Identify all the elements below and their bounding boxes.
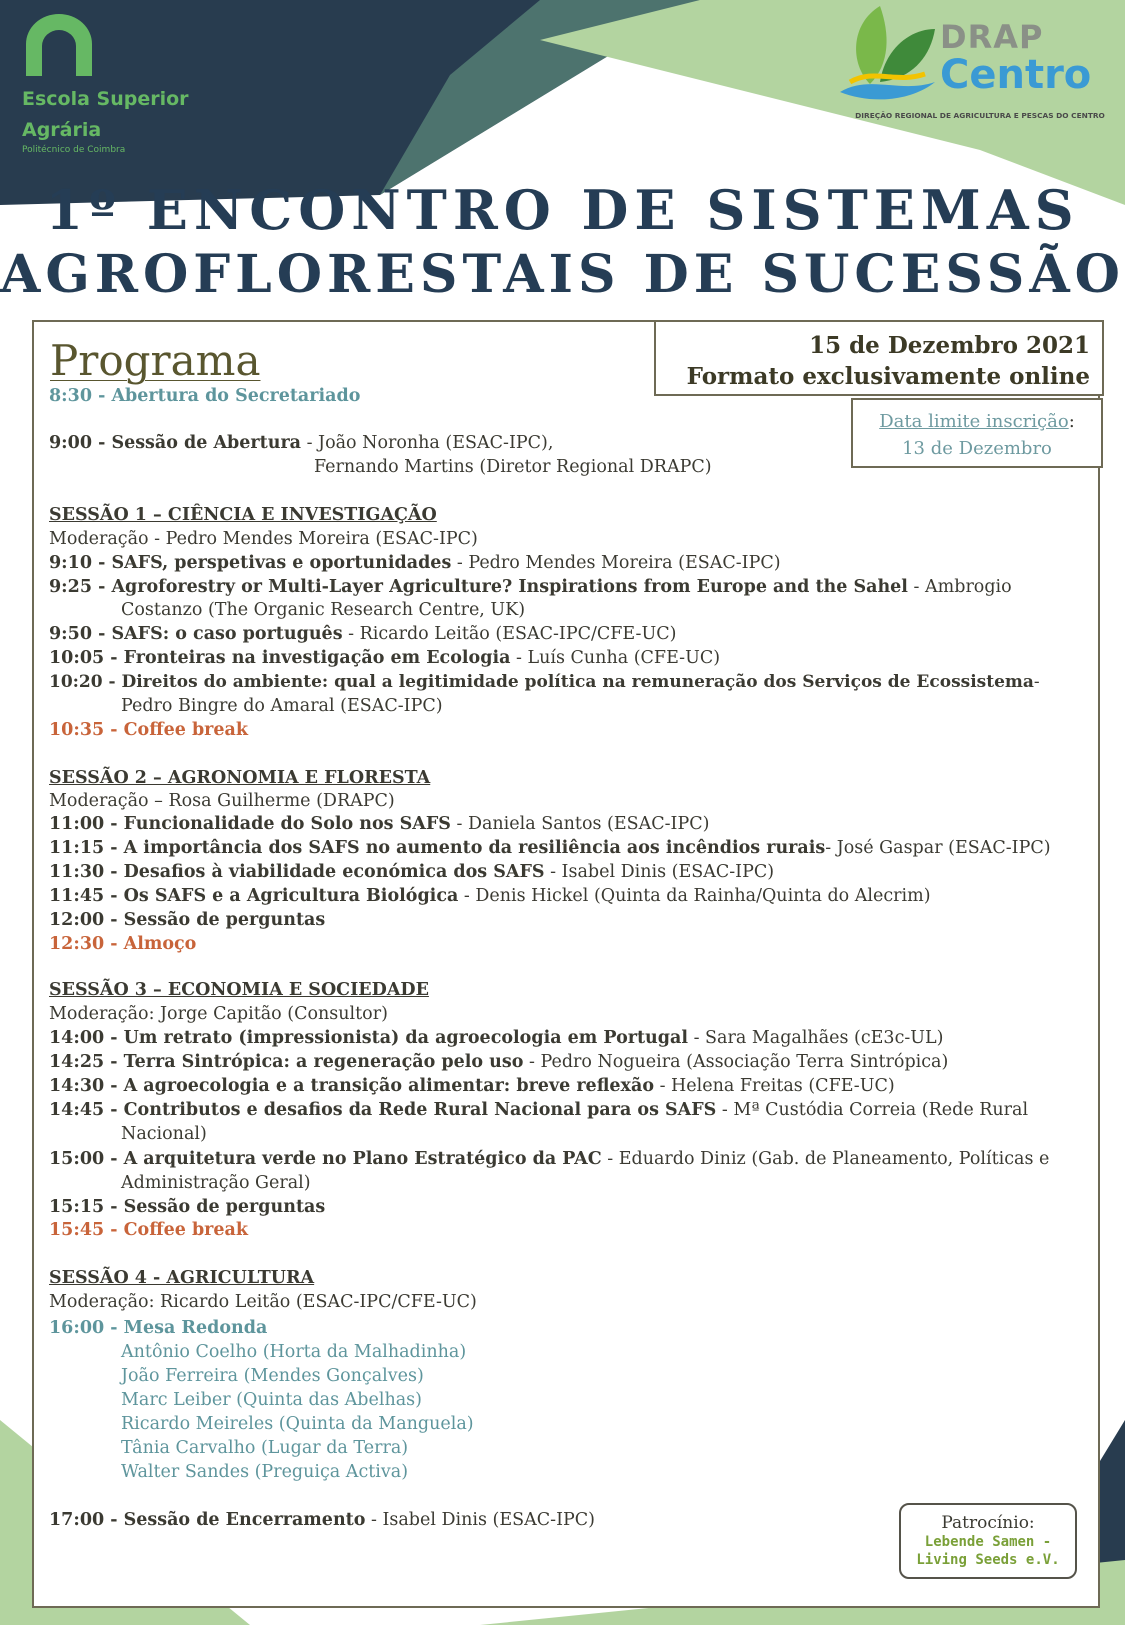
opening-session-speakers-2: Fernando Martins (Diretor Regional DRAPC) xyxy=(314,457,712,477)
item-title: SAFS, perspetivas e oportunidades xyxy=(111,553,452,573)
item-title: Sessão de perguntas xyxy=(123,910,326,930)
item-continuation: Administração Geral) xyxy=(121,1173,311,1193)
session-3-moderation: Moderação: Jorge Capitão (Consultor) xyxy=(49,1004,388,1024)
session-1-moderation: Moderação - Pedro Mendes Moreira (ESAC-IPC) xyxy=(49,529,478,549)
item-time: 9:10 - xyxy=(49,553,112,573)
list-item xyxy=(49,1050,1094,1074)
list-item xyxy=(49,836,1094,860)
item-time: 11:30 - xyxy=(49,862,124,882)
deadline-colon: : xyxy=(1068,411,1075,432)
list-item xyxy=(49,575,1094,599)
panelist: Tânia Carvalho (Lugar da Terra) xyxy=(121,1438,409,1458)
item-time: 10:05 - xyxy=(49,648,124,668)
item-time: 15:15 - xyxy=(49,1197,124,1217)
list-item xyxy=(49,812,1094,836)
list-item xyxy=(49,1195,1094,1219)
drap-centro-logo xyxy=(840,4,1120,124)
coffee-break-2: 15:45 - Coffee break xyxy=(49,1220,248,1240)
closing-session-speaker: - Isabel Dinis (ESAC-IPC) xyxy=(365,1510,595,1530)
item-title: Direitos do ambiente: qual a legitimidade política na remuneração dos Serviços de Ecossistema xyxy=(121,672,1034,692)
item-title: Agroforestry or Multi-Layer Agriculture? Inspirations from Europe and the Sahel xyxy=(111,577,908,597)
list-item xyxy=(49,551,1094,575)
arch-icon xyxy=(24,14,94,76)
coffee-break-1: 10:35 - Coffee break xyxy=(49,720,248,740)
secretariat-opening: 8:30 - Abertura do Secretariado xyxy=(49,386,361,406)
closing-session-title: 17:00 - Sessão de Encerramento xyxy=(49,1510,366,1530)
centro-word: Centro xyxy=(940,52,1092,98)
item-time: 14:00 - xyxy=(49,1028,124,1048)
session-4-title: SESSÃO 4 - AGRICULTURA xyxy=(49,1268,315,1288)
session-2-moderation: Moderação – Rosa Guilherme (DRAPC) xyxy=(49,791,395,811)
panelist: Walter Sandes (Preguiça Activa) xyxy=(121,1462,409,1482)
item-speaker: - Sara Magalhães (cE3c-UL) xyxy=(688,1028,944,1048)
list-item xyxy=(49,670,1094,694)
item-speaker: - Denis Hickel (Quinta da Rainha/Quinta do Alecrim) xyxy=(458,886,931,906)
list-item xyxy=(49,884,1094,908)
item-title: A importância dos SAFS no aumento da resiliência aos incêndios rurais xyxy=(123,838,826,858)
session-4-moderation: Moderação: Ricardo Leitão (ESAC-IPC/CFE-UC) xyxy=(49,1292,477,1312)
item-speaker: - Helena Freitas (CFE-UC) xyxy=(654,1076,895,1096)
opening-session-title: 9:00 - Sessão de Abertura xyxy=(49,433,302,453)
item-speaker: - Luís Cunha (CFE-UC) xyxy=(510,648,721,668)
item-continuation: Pedro Bingre do Amaral (ESAC-IPC) xyxy=(121,696,443,716)
item-title: Desafios à viabilidade económica dos SAFS xyxy=(123,862,545,882)
item-speaker: - Daniela Santos (ESAC-IPC) xyxy=(450,814,710,834)
item-time: 14:45 - xyxy=(49,1100,124,1120)
item-continuation: Costanzo (The Organic Research Centre, UK) xyxy=(121,600,526,620)
list-item xyxy=(49,1026,1094,1050)
item-speaker: - Pedro Mendes Moreira (ESAC-IPC) xyxy=(451,553,781,573)
item-time: 11:45 - xyxy=(49,886,124,906)
item-speaker: - Pedro Nogueira (Associação Terra Sintrópica) xyxy=(523,1052,949,1072)
list-item xyxy=(49,1074,1094,1098)
item-speaker: - Eduardo Diniz (Gab. de Planeamento, Políticas e xyxy=(601,1149,1050,1169)
program-heading: Programa xyxy=(50,336,261,385)
sponsor-box xyxy=(899,1503,1077,1579)
panelist: João Ferreira (Mendes Gonçalves) xyxy=(121,1366,424,1386)
item-title: Contributos e desafios da Rede Rural Nacional para os SAFS xyxy=(123,1100,717,1120)
panelist: Antônio Coelho (Horta da Malhadinha) xyxy=(121,1342,467,1362)
event-date: 15 de Dezembro 2021 xyxy=(809,332,1090,359)
item-title: Um retrato (impressionista) da agroecologia em Portugal xyxy=(123,1028,689,1048)
item-time: 14:30 - xyxy=(49,1076,124,1096)
item-speaker: - xyxy=(1033,672,1040,692)
event-title-line2: AGROFLORESTAIS DE SUCESSÃO xyxy=(0,244,1125,305)
panelist: Ricardo Meireles (Quinta da Manguela) xyxy=(121,1414,474,1434)
item-title: Terra Sintrópica: a regeneração pelo uso xyxy=(123,1052,524,1072)
deadline-date: 13 de Dezembro xyxy=(902,438,1052,459)
item-time: 9:25 - xyxy=(49,577,112,597)
panelist: Marc Leiber (Quinta das Abelhas) xyxy=(121,1390,422,1410)
program-panel xyxy=(32,320,1100,1608)
item-speaker: - José Gaspar (ESAC-IPC) xyxy=(825,838,1051,858)
sponsor-logo-line2: Living Seeds e.V. xyxy=(916,1552,1060,1568)
item-time: 11:15 - xyxy=(49,838,124,858)
opening-session-speakers: - João Noronha (ESAC-IPC), xyxy=(301,433,554,453)
item-time: 11:00 - xyxy=(49,814,124,834)
item-time: 12:00 - xyxy=(49,910,124,930)
item-title: Os SAFS e a Agricultura Biológica xyxy=(123,886,459,906)
list-item xyxy=(49,1147,1094,1171)
item-time: 15:00 - xyxy=(49,1149,124,1169)
item-continuation: Nacional) xyxy=(121,1124,207,1144)
sponsor-logo-line1: Lebende Samen - xyxy=(924,1534,1052,1550)
item-title: Funcionalidade do Solo nos SAFS xyxy=(123,814,451,834)
list-item xyxy=(49,908,1094,932)
item-title: A agroecologia e a transição alimentar: breve reflexão xyxy=(123,1076,654,1096)
item-time: 10:20 - xyxy=(49,672,122,692)
esa-logo xyxy=(22,14,212,155)
item-title: Sessão de perguntas xyxy=(123,1197,326,1217)
sponsor-label: Patrocínio: xyxy=(941,1513,1035,1533)
esa-name-line1: Escola Superior xyxy=(22,88,189,110)
item-speaker: - Ambrogio xyxy=(907,577,1012,597)
item-speaker: - Mª Custódia Correia (Rede Rural xyxy=(716,1100,1029,1120)
drap-word: DRAP xyxy=(940,18,1044,56)
item-time: 9:50 - xyxy=(49,624,112,644)
item-speaker: - Isabel Dinis (ESAC-IPC) xyxy=(544,862,775,882)
lunch-break: 12:30 - Almoço xyxy=(49,934,197,954)
list-item xyxy=(49,646,1094,670)
opening-session xyxy=(49,431,1094,455)
roundtable-title: 16:00 - Mesa Redonda xyxy=(49,1318,268,1338)
event-title-line1: 1º ENCONTRO DE SISTEMAS xyxy=(45,178,1080,242)
list-item xyxy=(49,1098,1094,1122)
item-title: Fronteiras na investigação em Ecologia xyxy=(123,648,511,668)
esa-name-line2: Agrária xyxy=(22,119,102,141)
drap-subtitle: DIREÇÃO REGIONAL DE AGRICULTURA E PESCAS DO CENTRO xyxy=(855,111,1105,120)
item-title: SAFS: o caso português xyxy=(111,624,343,644)
deadline-label: Data limite inscrição xyxy=(879,411,1069,432)
item-speaker: - Ricardo Leitão (ESAC-IPC/CFE-UC) xyxy=(342,624,677,644)
item-time: 14:25 - xyxy=(49,1052,124,1072)
list-item xyxy=(49,860,1094,884)
session-2-title: SESSÃO 2 – AGRONOMIA E FLORESTA xyxy=(49,768,431,788)
esa-subtitle: Politécnico de Coimbra xyxy=(22,145,126,155)
leaf-icon xyxy=(840,4,940,104)
session-1-title: SESSÃO 1 – CIÊNCIA E INVESTIGAÇÃO xyxy=(49,505,437,525)
session-3-title: SESSÃO 3 – ECONOMIA E SOCIEDADE xyxy=(49,980,429,1000)
list-item xyxy=(49,622,1094,646)
item-title: A arquitetura verde no Plano Estratégico da PAC xyxy=(123,1149,602,1169)
event-format: Formato exclusivamente online xyxy=(686,363,1090,390)
